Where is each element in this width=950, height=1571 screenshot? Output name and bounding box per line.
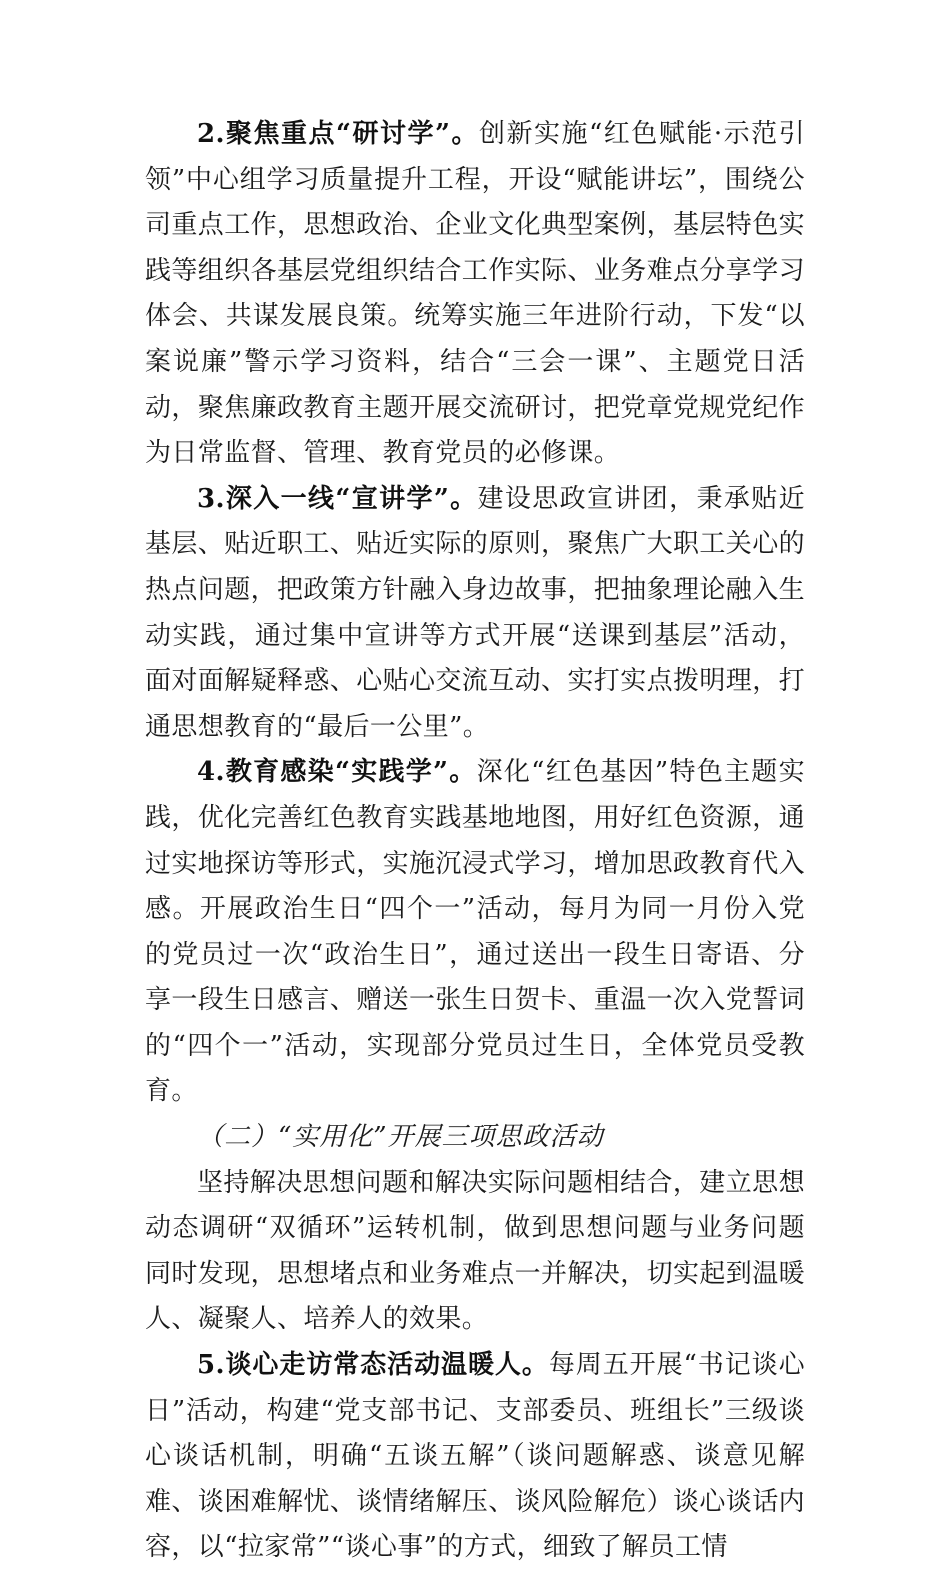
paragraph-section-4 bbox=[145, 750, 805, 1115]
section-3-body: 建设思政宣讲团，秉承贴近基层、贴近职工、贴近实际的原则，聚焦广大职工关心的热点问题，把政策方针融入身边故事，把抽象理论融入生动实践，通过集中宣讲等方式开展“送课到基层”活动，面对面解疑释惑、心贴心交流互动、实打实点拨明理，打通思想教育的“最后一公里”。 bbox=[145, 483, 806, 742]
paragraph-section-2 bbox=[145, 112, 805, 477]
section-5-body: 每周五开展“书记谈心日”活动，构建“党支部书记、支部委员、班组长”三级谈心谈话机制，明确“五谈五解”（谈问题解惑、谈意见解难、谈困难解忧、谈情绪解压、谈风险解危）谈心谈话内容，以“拉家常”“谈心事”的方式，细致了解员工情 bbox=[145, 1350, 806, 1563]
section-2-lead: 2.聚焦重点“研讨学”。 bbox=[197, 119, 479, 149]
section-2-body: 创新实施“红色赋能·示范引领”中心组学习质量提升工程，开设“赋能讲坛”，围绕公司重点工作，思想政治、企业文化典型案例，基层特色实践等组织各基层党组织结合工作实际、业务难点分享学习体会、共谋发展良策。统筹实施三年进阶行动，下发“以案说廉”警示学习资料，结合“三会一课”、主题党日活动，聚焦廉政教育主题开展交流研讨，把党章党规党纪作为日常监督、管理、教育党员的必修课。 bbox=[145, 119, 806, 469]
section-5-lead: 5.谈心走访常态活动温暖人。 bbox=[197, 1350, 549, 1381]
section-4-lead: 4.教育感染“实践学”。 bbox=[197, 757, 477, 788]
section-3-lead: 3.深入一线“宣讲学”。 bbox=[197, 483, 478, 514]
paragraph-section-5 bbox=[145, 1343, 805, 1571]
subsection-heading: （二）“实用化”开展三项思政活动 bbox=[197, 1122, 604, 1153]
document-page bbox=[145, 112, 805, 1571]
paragraph-intro: 坚持解决思想问题和解决实际问题相结合，建立思想动态调研“双循环”运转机制，做到思想问题与业务问题同时发现，思想堵点和业务难点一并解决，切实起到温暖人、凝聚人、培养人的效果。 bbox=[145, 1167, 806, 1335]
paragraph-section-3 bbox=[145, 477, 805, 751]
section-4-body: 深化“红色基因”特色主题实践，优化完善红色教育实践基地地图，用好红色资源，通过实地探访等形式，实施沉浸式学习，增加思政教育代入感。开展政治生日“四个一”活动，每月为同一月份入党的党员过一次“政治生日”，通过送出一段生日寄语、分享一段生日感言、赠送一张生日贺卡、重温一次入党誓词的“四个一”活动，实现部分党员过生日，全体党员受教育。 bbox=[145, 757, 806, 1107]
